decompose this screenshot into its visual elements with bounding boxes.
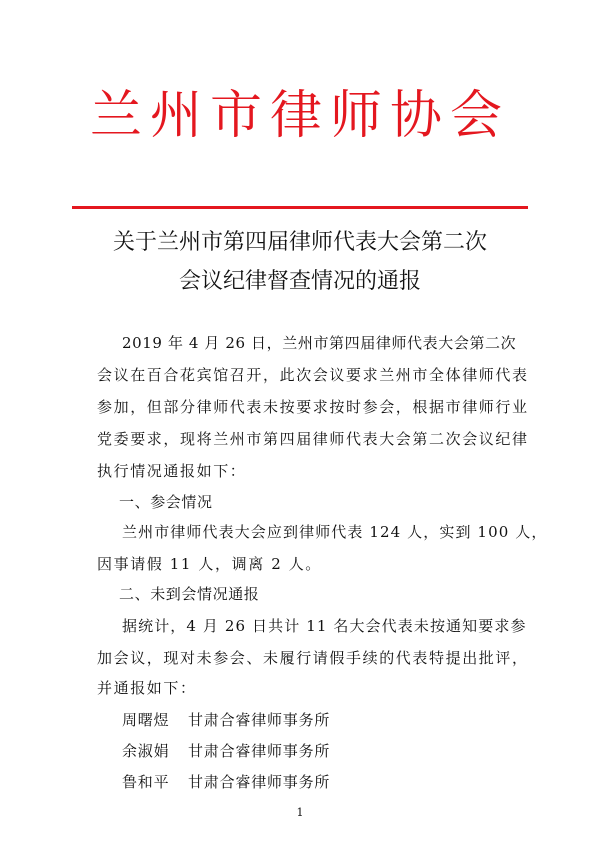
absent-delegate-row xyxy=(122,709,330,731)
delegate-firm: 甘肃合睿律师事务所 xyxy=(188,711,331,729)
delegate-firm: 甘肃合睿律师事务所 xyxy=(188,742,331,760)
delegate-firm: 甘肃合睿律师事务所 xyxy=(188,773,331,791)
intro-line: 党委要求，现将兰州市第四届律师代表大会第二次会议纪律 xyxy=(97,430,529,448)
document-title-line-2: 会议纪律督查情况的通报 xyxy=(178,269,421,294)
absence-line: 加会议，现对未参会、未履行请假手续的代表特提出批评， xyxy=(97,649,529,667)
attendance-line: 因事请假 11 人，调离 2 人。 xyxy=(97,555,322,573)
intro-line: 执行情况通报如下： xyxy=(97,462,247,480)
section-heading-absence: 二、未到会情况通报 xyxy=(119,585,260,603)
intro-line: 会议在百合花宾馆召开，此次会议要求兰州市全体律师代表 xyxy=(97,366,529,384)
delegate-name: 鲁和平 xyxy=(122,773,170,791)
organization-letterhead: 兰州市律师协会 xyxy=(89,86,510,146)
absent-delegate-row xyxy=(122,771,330,793)
absence-line: 并通报如下： xyxy=(97,679,197,697)
absence-line: 据统计，4 月 26 日共计 11 名大会代表未按通知要求参 xyxy=(122,617,527,635)
attendance-line: 兰州市律师代表大会应到律师代表 124 人，实到 100 人， xyxy=(122,523,548,541)
page-number: 1 xyxy=(296,806,304,819)
letterhead-divider xyxy=(72,206,528,209)
absent-delegate-row xyxy=(122,740,330,762)
intro-line: 2019 年 4 月 26 日，兰州市第四届律师代表大会第二次 xyxy=(122,334,517,352)
intro-line: 参加，但部分律师代表未按要求按时参会，根据市律师行业 xyxy=(97,398,529,416)
delegate-name: 周曙煜 xyxy=(122,711,170,729)
document-title-line-1: 关于兰州市第四届律师代表大会第二次 xyxy=(112,230,487,255)
delegate-name: 余淑娟 xyxy=(122,742,170,760)
section-heading-attendance: 一、参会情况 xyxy=(119,493,213,511)
